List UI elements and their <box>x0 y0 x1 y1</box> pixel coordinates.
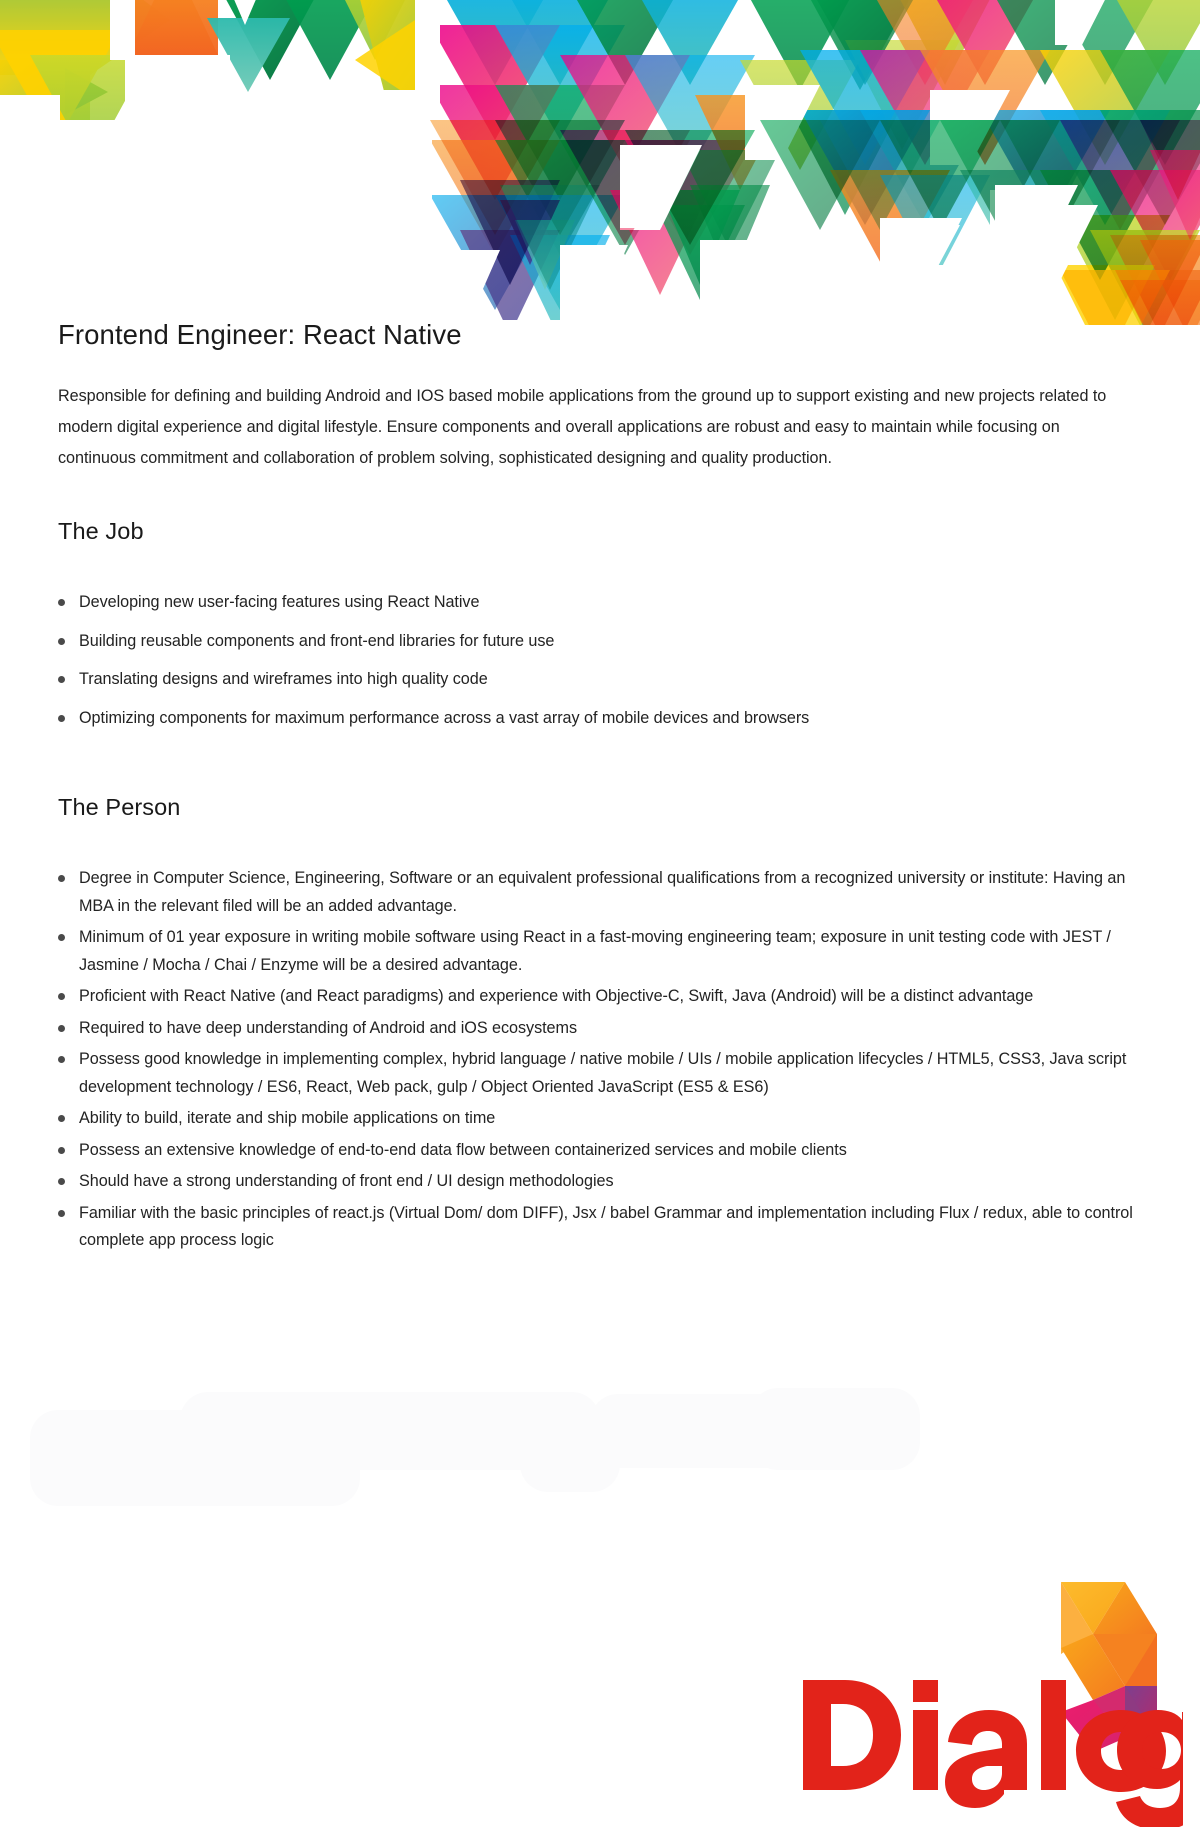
section-heading-the-person: The Person <box>58 794 181 820</box>
bullet-dot-icon <box>58 676 65 683</box>
list-item-text: Ability to build, iterate and ship mobile applications on time <box>79 1109 496 1127</box>
intro-paragraph: Responsible for defining and building Android and IOS based mobile applications from the ground up to support existing and new projects related to modern digital experience and digital lifestyle. Ensure components and overall applications are robust and easy to maintain while focusing on continuous commitment and collaboration of problem solving, sophisticated designing and quality production. <box>58 387 1107 467</box>
list-item-text: Possess an extensive knowledge of end-to-end data flow between containerized services and mobile clients <box>79 1140 847 1159</box>
section-heading-the-job: The Job <box>58 518 144 544</box>
dialog-logo <box>793 1552 1183 1827</box>
faint-watermark <box>30 1378 910 1508</box>
page-title: Frontend Engineer: React Native <box>58 319 462 350</box>
list-item <box>58 1105 1133 1133</box>
list-item-text: Degree in Computer Science, Engineering, Software or an equivalent professional qualifications from a recognized university or institute: Having an MBA in the relevant filed will be an added advantage. <box>79 869 1126 915</box>
list-item-text: Possess good knowledge in implementing complex, hybrid language / native mobile / UIs / mobile application lifecycles / HTML5, CSS3, Java script development technology / ES6, React, Web pack, gulp / Object Oriented JavaScript (ES5 & ES6) <box>79 1050 1127 1096</box>
list-item <box>58 628 1133 656</box>
list-item <box>58 589 1133 617</box>
bullet-dot-icon <box>58 1115 65 1122</box>
list-item <box>58 924 1133 979</box>
list-item <box>58 983 1133 1011</box>
list-item-text: Required to have deep understanding of Android and iOS ecosystems <box>79 1018 577 1037</box>
bullet-dot-icon <box>58 1056 65 1063</box>
list-item-text: Proficient with React Native (and React paradigms) and experience with Objective-C, Swift, Java (Android) will be a distinct advantage <box>79 987 1034 1005</box>
list-item <box>58 1046 1133 1101</box>
bullet-dot-icon <box>58 1178 65 1185</box>
list-item <box>58 1200 1133 1255</box>
bullet-dot-icon <box>58 875 65 882</box>
bullet-dot-icon <box>58 993 65 1000</box>
bullet-dot-icon <box>58 638 65 645</box>
list-item-text: Developing new user-facing features using React Native <box>79 593 480 611</box>
bullet-dot-icon <box>58 1147 65 1154</box>
section-the-person <box>58 794 1140 1255</box>
list-item-text: Translating designs and wireframes into high quality code <box>79 670 488 688</box>
list-item-text: Familiar with the basic principles of react.js (Virtual Dom/ dom DIFF), Jsx / babel Grammar and implementation including Flux / redux, able to control complete app process logic <box>79 1203 1133 1249</box>
bullet-dot-icon <box>58 599 65 606</box>
the-person-list <box>58 865 1140 1255</box>
list-item <box>58 1015 1133 1043</box>
list-item-text: Optimizing components for maximum performance across a vast array of mobile devices and browsers <box>79 708 810 727</box>
list-item-text: Should have a strong understanding of front end / UI design methodologies <box>79 1172 614 1190</box>
bullet-dot-icon <box>58 934 65 941</box>
list-item <box>58 1137 1133 1165</box>
the-job-list <box>58 589 1140 732</box>
list-item <box>58 1168 1133 1196</box>
list-item-text: Building reusable components and front-end libraries for future use <box>79 631 555 650</box>
bullet-dot-icon <box>58 1210 65 1217</box>
list-item-text: Minimum of 01 year exposure in writing mobile software using React in a fast-moving engineering team; exposure in unit testing code with JEST / Jasmine / Mocha / Chai / Enzyme will be a desired advantage. <box>79 928 1111 974</box>
section-the-job <box>58 518 1140 732</box>
list-item <box>58 666 1133 694</box>
list-item <box>58 865 1133 920</box>
list-item <box>58 705 1133 733</box>
bullet-dot-icon <box>58 1025 65 1032</box>
bullet-dot-icon <box>58 715 65 722</box>
